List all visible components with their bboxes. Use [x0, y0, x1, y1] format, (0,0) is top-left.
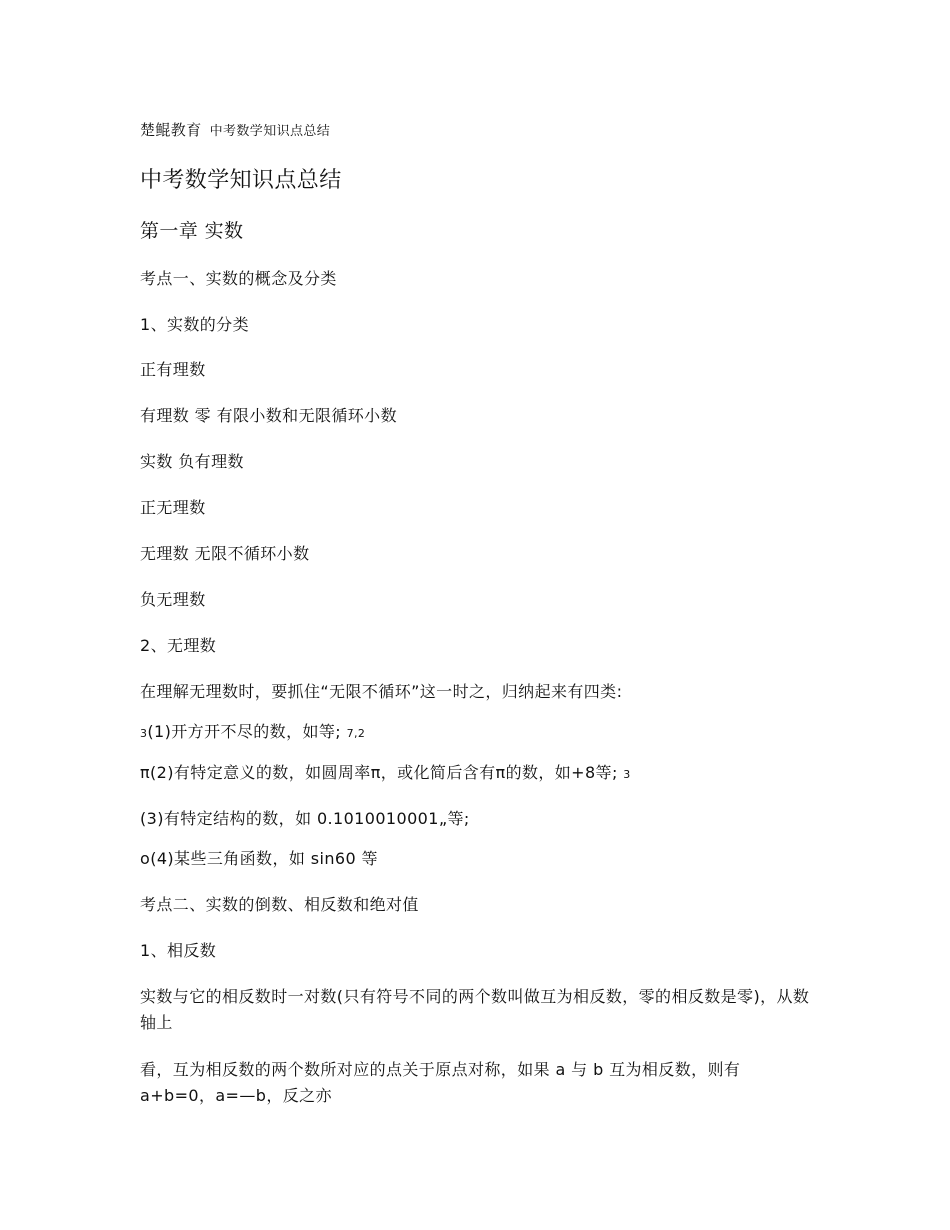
opposite-paragraph-1: 实数与它的相反数时一对数(只有符号不同的两个数叫做互为相反数，零的相反数是零)，从数轴上: [140, 987, 810, 1032]
classification-line: 有理数 零 有限小数和无限循环小数: [140, 406, 397, 425]
item2-suffix: 3: [623, 768, 631, 781]
section-opposite: 1、相反数: [140, 941, 217, 960]
classification-line: 正无理数: [140, 498, 206, 517]
header-brand: 楚鲲教育: [140, 121, 202, 139]
irrational-intro: 在理解无理数时，要抓住“无限不循环”这一时之，归纳起来有四类:: [140, 682, 623, 701]
item2-text: π(2)有特定意义的数，如圆周率π，或化简后含有π的数，如+8等;: [140, 763, 618, 782]
item1-text: (1)开方开不尽的数，如等;: [147, 722, 342, 741]
section-irrational: 2、无理数: [140, 636, 217, 655]
opposite-paragraph-2: 看，互为相反数的两个数所对应的点关于原点对称，如果 a 与 b 互为相反数，则有 a+b=0，a=—b，反之亦: [140, 1060, 741, 1105]
chapter-heading: 第一章 实数: [140, 220, 244, 242]
classification-line: 实数 负有理数: [140, 452, 244, 471]
classification-line: 无理数 无限不循环小数: [140, 544, 310, 563]
running-header: [140, 117, 330, 145]
item1-prefix: 3: [140, 727, 148, 740]
header-subtitle: 中考数学知识点总结: [209, 124, 331, 139]
irrational-item-2: [140, 760, 631, 788]
document-title: 中考数学知识点总结: [140, 168, 342, 193]
classification-line: 正有理数: [140, 360, 206, 379]
classification-line: 负无理数: [140, 590, 206, 609]
section-classification: 1、实数的分类: [140, 315, 249, 334]
point1-heading: 考点一、实数的概念及分类: [140, 269, 337, 288]
point2-heading: 考点二、实数的倒数、相反数和绝对值: [140, 895, 419, 914]
irrational-item-4: o(4)某些三角函数，如 sin60 等: [140, 849, 378, 868]
irrational-item-1: [140, 719, 365, 747]
irrational-item-3: (3)有特定结构的数，如 0.1010010001„等;: [140, 809, 470, 828]
item1-suffix: 7,2: [346, 727, 366, 740]
